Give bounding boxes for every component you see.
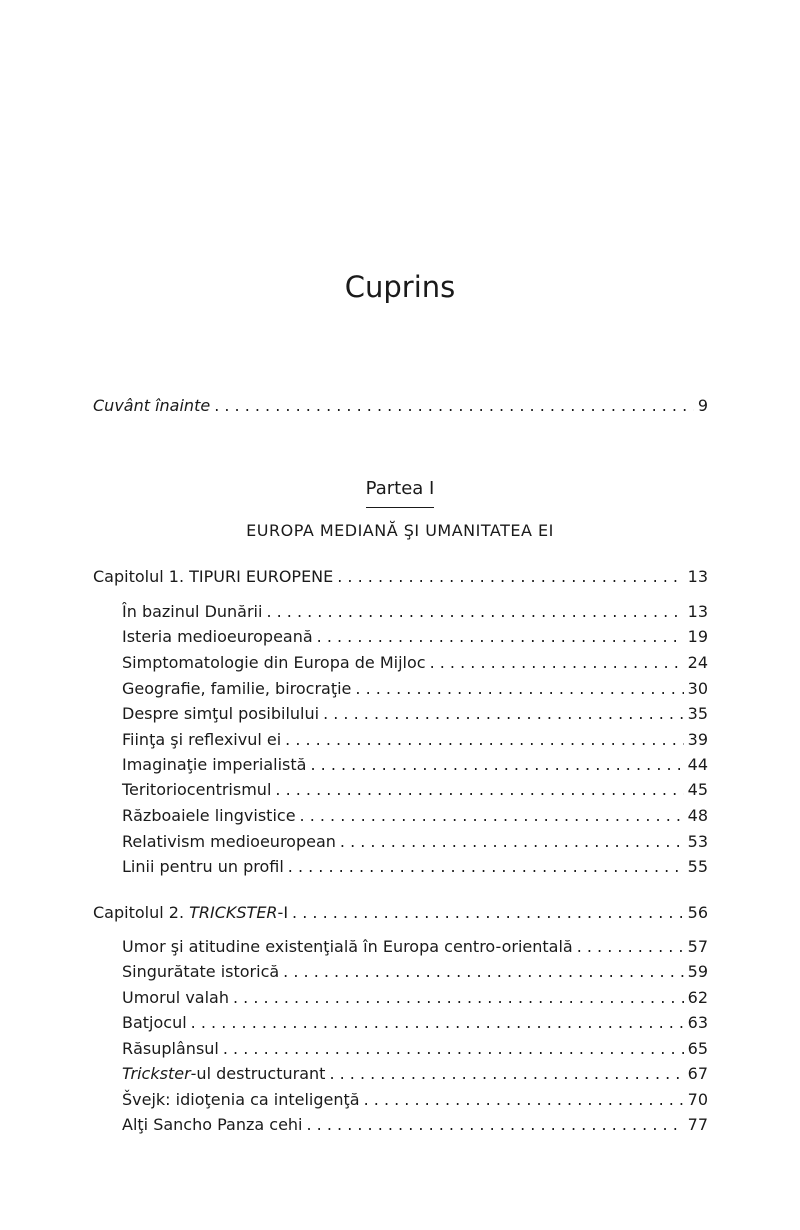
toc-section-page: 35 <box>687 704 708 723</box>
toc-section-page: 63 <box>687 1013 708 1032</box>
toc-section-label: Umor şi atitudine existenţială în Europa centro-orientală <box>122 937 573 956</box>
part-subtitle: EUROPA MEDIANĂ ŞI UMANITATEA EI <box>246 521 554 540</box>
toc-section-page: 39 <box>687 730 708 749</box>
toc-section[interactable] <box>122 962 708 981</box>
leader-dots <box>285 730 683 749</box>
leader-dots <box>223 1039 684 1058</box>
leader-dots <box>214 396 694 415</box>
toc-section-page: 77 <box>687 1115 708 1134</box>
leader-dots <box>430 653 684 672</box>
toc-section[interactable] <box>122 806 708 825</box>
toc-section[interactable] <box>122 1013 708 1032</box>
toc-section-page: 59 <box>687 962 708 981</box>
leader-dots <box>191 1013 684 1032</box>
toc-section-label: Alţi Sancho Panza cehi <box>122 1115 303 1134</box>
toc-section[interactable] <box>122 988 708 1007</box>
toc-section-label: Simptomatologie din Europa de Mijloc <box>122 653 426 672</box>
toc-section[interactable] <box>122 1090 708 1109</box>
toc-section-label: Batjocul <box>122 1013 187 1032</box>
leader-dots <box>337 567 683 586</box>
toc-section-page: 48 <box>687 806 708 825</box>
toc-chapter-page: 13 <box>687 567 708 586</box>
leader-dots <box>355 679 683 698</box>
toc-section[interactable] <box>122 832 708 851</box>
toc-section[interactable] <box>122 679 708 698</box>
toc-section-page: 19 <box>687 627 708 646</box>
toc-section[interactable] <box>122 780 708 799</box>
toc-section[interactable] <box>122 704 708 723</box>
toc-section-page: 53 <box>687 832 708 851</box>
toc-chapter-page: 56 <box>687 903 708 922</box>
page-title: Cuprins <box>344 270 456 304</box>
toc-section[interactable] <box>122 1064 708 1083</box>
leader-dots <box>288 857 684 876</box>
toc-section-page: 65 <box>687 1039 708 1058</box>
toc-section-label: Relativism medioeuropean <box>122 832 336 851</box>
toc-section-label: Răsuplânsul <box>122 1039 219 1058</box>
toc-foreword-page: 9 <box>697 396 708 415</box>
toc-section[interactable] <box>122 1115 708 1134</box>
toc-foreword[interactable] <box>93 396 708 415</box>
toc-foreword-label: Cuvânt înainte <box>93 396 211 415</box>
toc-section-label: Singurătate istorică <box>122 962 280 981</box>
toc-section-page: 57 <box>687 937 708 956</box>
toc-section-label: În bazinul Dunării <box>122 602 263 621</box>
toc-section-page: 67 <box>687 1064 708 1083</box>
toc-section-label: Despre simţul posibilului <box>122 704 320 723</box>
leader-dots <box>266 602 683 621</box>
leader-dots <box>292 903 684 922</box>
leader-dots <box>300 806 684 825</box>
toc-chapter-label: Capitolul 1. TIPURI EUROPENE <box>93 567 334 586</box>
part-title: Partea I <box>365 478 435 499</box>
leader-dots <box>310 755 683 774</box>
toc-section-page: 62 <box>687 988 708 1007</box>
leader-dots <box>364 1090 684 1109</box>
toc-section-label: Linii pentru un profil <box>122 857 284 876</box>
toc-section[interactable] <box>122 627 708 646</box>
part-divider <box>366 507 434 508</box>
toc-chapter-label: Capitolul 2. TRICKSTER-I <box>93 903 289 922</box>
toc-section-label: Trickster-ul destructurant <box>122 1064 326 1083</box>
toc-section-page: 45 <box>687 780 708 799</box>
toc-section-label: Războaiele lingvistice <box>122 806 296 825</box>
leader-dots <box>329 1064 683 1083</box>
toc-section-label: Fiinţa şi reflexivul ei <box>122 730 282 749</box>
leader-dots <box>577 937 684 956</box>
leader-dots <box>233 988 684 1007</box>
toc-section-label: Umorul valah <box>122 988 229 1007</box>
toc-chapter[interactable] <box>93 903 708 922</box>
toc-chapter[interactable] <box>93 567 708 586</box>
leader-dots <box>317 627 684 646</box>
toc-section[interactable] <box>122 755 708 774</box>
toc-section-label: Imaginaţie imperialistă <box>122 755 307 774</box>
toc-section-page: 24 <box>687 653 708 672</box>
toc-section[interactable] <box>122 602 708 621</box>
toc-section-label: Isteria medioeuropeană <box>122 627 313 646</box>
toc-section[interactable] <box>122 937 708 956</box>
toc-section[interactable] <box>122 730 708 749</box>
leader-dots <box>275 780 683 799</box>
toc-section[interactable] <box>122 857 708 876</box>
leader-dots <box>323 704 684 723</box>
toc-section-page: 70 <box>687 1090 708 1109</box>
toc-section-page: 30 <box>687 679 708 698</box>
toc-section-page: 55 <box>687 857 708 876</box>
leader-dots <box>283 962 683 981</box>
leader-dots <box>307 1115 684 1134</box>
leader-dots <box>340 832 684 851</box>
toc-section[interactable] <box>122 653 708 672</box>
toc-section-page: 44 <box>687 755 708 774</box>
toc-section[interactable] <box>122 1039 708 1058</box>
toc-section-label: Švejk: idioţenia ca inteligenţă <box>122 1090 360 1109</box>
toc-section-page: 13 <box>687 602 708 621</box>
toc-section-label: Teritoriocentrismul <box>122 780 272 799</box>
toc-section-label: Geografie, familie, birocraţie <box>122 679 352 698</box>
